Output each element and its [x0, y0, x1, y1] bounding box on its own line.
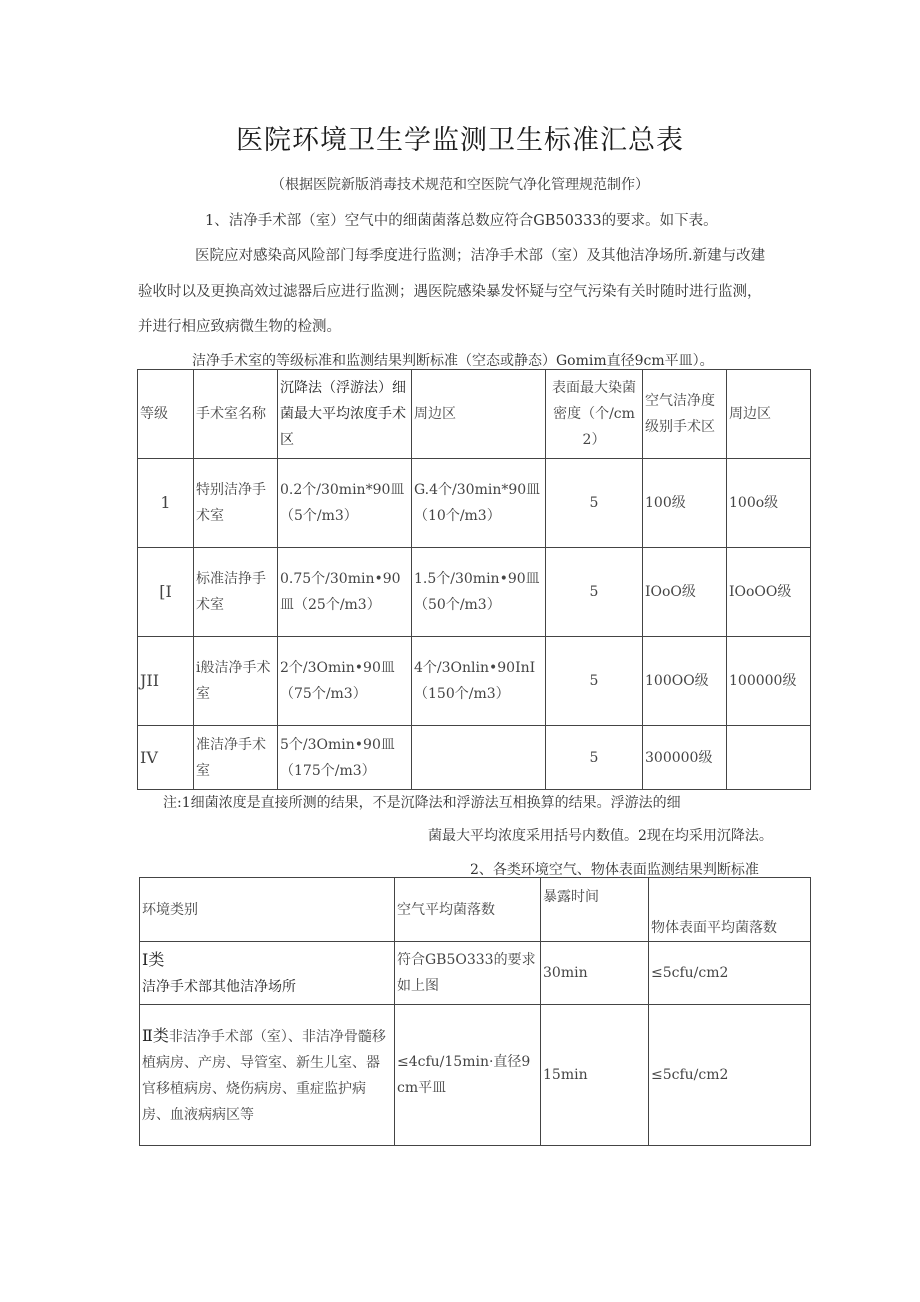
cell-air: 100级: [643, 459, 727, 548]
cell-surface: ≤5cfu∕cm2: [649, 942, 811, 1005]
header-air-cleanliness: 空气洁净度级别手术区: [643, 370, 727, 459]
cell-room-name: 标准洁挣手术室: [194, 548, 278, 637]
section2-heading: 2、各类环境空气、物体表面监测结果判断标准: [470, 862, 759, 878]
cell-air: IOoO级: [643, 548, 727, 637]
header-grade: 等级: [138, 370, 194, 459]
header-environment: 环境类别: [140, 878, 395, 942]
cell-surface: 5: [546, 726, 643, 790]
header-surface-density: 表面最大染菌密度（个/cm2）: [546, 370, 643, 459]
table-environment-standards: [139, 877, 811, 1146]
paragraph-line: 验收时以及更换高效过滤器后应进行监测；遇医院感染暴发怀疑与空气污染有关时随时进行监测，: [138, 284, 762, 300]
header-surface-colonies: 物体表面平均菌落数: [649, 878, 811, 942]
cell-time: 15min: [541, 1005, 649, 1146]
cell-air: ≤4cfu∕15min·直径9cm平皿: [395, 1005, 541, 1146]
class-label: Ⅰ类: [142, 949, 165, 969]
cell-room-name: 特别洁净手术室: [194, 459, 278, 548]
cell-grade: [I: [138, 548, 194, 637]
header-settle-method: 沉降法（浮游法）细菌最大平均浓度手术区: [278, 370, 412, 459]
cell-environment: [140, 942, 395, 1005]
cell-surface: 5: [546, 637, 643, 726]
page-subtitle: （根据医院新版消毒技术规范和空医院气净化管理规范制作）: [271, 177, 649, 193]
table1-note: 菌最大平均浓度采用括号内数值。2现在均采用沉降法。: [428, 828, 773, 844]
table1-note: 注:1细菌浓度是直接所测的结果，不是沉降法和浮游法互相换算的结果。浮游法的细: [163, 795, 681, 811]
cell-surface: ≤5cfu∕cm2: [649, 1005, 811, 1146]
cell-time: 30min: [541, 942, 649, 1005]
header-air-periphery: 周边区: [727, 370, 811, 459]
table-row: [140, 1005, 811, 1146]
header-room-name: 手术室名称: [194, 370, 278, 459]
table-row: [138, 548, 811, 637]
header-periphery: 周边区: [412, 370, 546, 459]
cell-environment: [140, 1005, 395, 1146]
cell-settle: 0.2个/30min*90皿（5个/m3）: [278, 459, 412, 548]
cell-air: 100OO级: [643, 637, 727, 726]
cell-air: 300000级: [643, 726, 727, 790]
cell-periphery: G.4个/30min*90皿（10个/m3）: [412, 459, 546, 548]
cell-settle: 2个/3Omin•90皿（75个/m3）: [278, 637, 412, 726]
table-row: [138, 459, 811, 548]
table-header-row: [140, 878, 811, 942]
table1-caption: 洁净手术室的等级标准和监测结果判断标准（空态或静态）Gomim直径9cm平皿）。: [192, 353, 714, 369]
cell-grade: IV: [138, 726, 194, 790]
environment-description: 非洁净手术部（室）、非洁净骨髓移植病房、产房、导管室、新生儿室、器官移植病房、烧伤病房、重症监护病房、血液病病区等: [142, 1028, 386, 1123]
header-exposure-time: 暴露时间: [541, 878, 649, 942]
table-row: [140, 942, 811, 1005]
cell-air-periphery: 100o级: [727, 459, 811, 548]
paragraph-line: 并进行相应致病微生物的检测。: [138, 319, 341, 335]
table-row: [138, 726, 811, 790]
cell-surface: 5: [546, 459, 643, 548]
table-header-row: [138, 370, 811, 459]
cell-room-name: 准洁净手术室: [194, 726, 278, 790]
cell-periphery: 1.5个/30min•90皿（50个/m3）: [412, 548, 546, 637]
table-cleanroom-grades: [137, 369, 811, 790]
cell-surface: 5: [546, 548, 643, 637]
cell-air: 符合GB5O333的要求如上图: [395, 942, 541, 1005]
cell-grade: JII: [138, 637, 194, 726]
environment-description: 洁净手术部其他洁净场所: [142, 978, 296, 995]
cell-periphery: [412, 726, 546, 790]
cell-room-name: i般洁净手术室: [194, 637, 278, 726]
cell-periphery: 4个/3Onlin•90InI（150个/m3）: [412, 637, 546, 726]
cell-air-periphery: IOoOO级: [727, 548, 811, 637]
cell-settle: 0.75个/30min•90皿（25个/m3）: [278, 548, 412, 637]
table-row: [138, 637, 811, 726]
cell-air-periphery: 100000级: [727, 637, 811, 726]
cell-grade: 1: [138, 459, 194, 548]
paragraph-line: 医院应对感染高风险部门每季度进行监测；洁净手术部（室）及其他洁净场所.新建与改建: [195, 248, 766, 264]
cell-air-periphery: [727, 726, 811, 790]
class-label: Ⅱ类: [142, 1025, 169, 1045]
page-title: 医院环境卫生学监测卫生标准汇总表: [236, 125, 684, 156]
section1-heading: 1、洁净手术部（室）空气中的细菌菌落总数应符合GB50333的要求。如下表。: [205, 213, 718, 229]
header-air-colonies: 空气平均菌落数: [395, 878, 541, 942]
cell-settle: 5个/3Omin•90皿（175个/m3）: [278, 726, 412, 790]
